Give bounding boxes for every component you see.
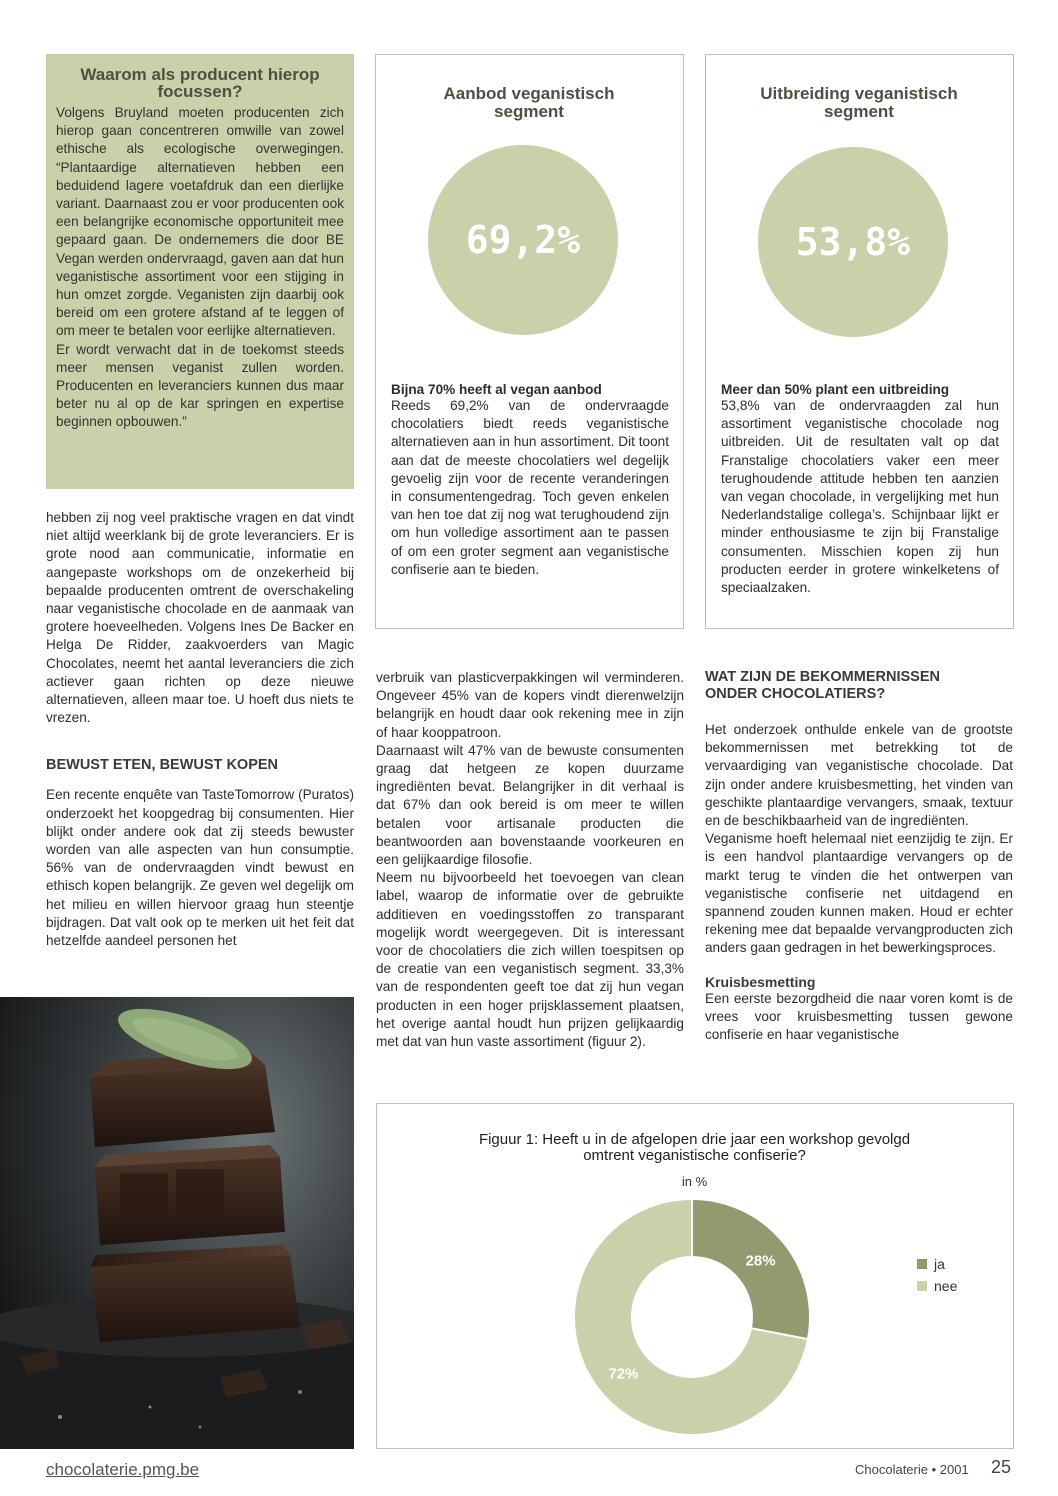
chart-legend	[917, 1256, 957, 1300]
stat2-title-line1: Uitbreiding veganistisch	[760, 84, 958, 103]
col3-heading-line1: WAT ZIJN DE BEKOMMERNISSEN	[705, 669, 940, 685]
donut-label-nee: 72%	[608, 1365, 639, 1383]
sidebar-title-line2: focussen?	[157, 82, 243, 101]
sidebar-box	[46, 54, 354, 489]
stat1-value: 69,2%	[465, 218, 581, 262]
col1-intro: hebben zij nog veel praktische vragen en dat vindt niet altijd weerklank bij de grote leveranciers. Er is grote nood aan communicatie, informatie en aangepaste workshops om de onzekerheid bij bepaalde producenten omtrent de overschakeling naar veganistische chocolade en de aanmaak van grotere hoeveelheden. Volgens Ines De Backer en Helga De Ridder, zaakvoerders van Magic Chocolates, neemt het aantal leveranciers die zich actiever gaan richten op deze nieuwe alternatieven, alleen maar toe. U hoeft dus niets te vrezen.	[46, 510, 354, 726]
legend-item-nee	[917, 1278, 957, 1294]
col3-paragraph-2: Veganisme hoeft helemaal niet eenzijdig te zijn. Er is een handvol plantaardige vervangers op de markt terug te vinden die het ontwerpen van veganistische confiserie net uitdagend en spannend zouden kunnen maken. Houd er echter rekening mee dat bepaalde vervangproducten zich anders gaan gedragen in het bewerkingsproces.	[705, 831, 1013, 956]
stat1-subheading: Bijna 70% heeft al vegan aanbod	[391, 382, 602, 397]
donut-label-ja: 28%	[745, 1252, 776, 1270]
legend-swatch-nee	[917, 1281, 927, 1291]
stat1-text: Reeds 69,2% van de ondervraagde chocolatiers biedt reeds veganistische alternatieven aan in hun assortiment. Dit toont aan dat de meeste chocolatiers wel degelijk gevoelig zijn voor de recente veranderingen in consumentengedrag. Toch geven enkelen van hen toe dat zij nog wat terughoudend zijn om hun volledige assortiment aan te passen of om een groter segment aan veganistische confiserie aan te bieden.	[391, 398, 669, 577]
stat1-title	[376, 85, 682, 121]
sidebar-paragraph-1: Volgens Bruyland moeten producenten zich hierop gaan concentreren omwille van zowel ethische als ecologische overwegingen. “Plantaardige alternatieven hebben een beduidend lagere voetafdruk dan een dierlijke variant. Daarnaast zou er voor producenten ook een belangrijke economische opportuniteit mee gepaard gaan. De ondernemers die door BE Vegan werden ondervraagd, gaven aan dat hun veganistische assortiment voor een stijging in hun omzet zorgde. Veganisten zijn daarbij ook bereid om een grotere afstand af te leggen of om meer te betalen voor eerlijke alternatieven.	[56, 105, 344, 339]
legend-label-ja: ja	[934, 1256, 945, 1272]
page-number: 25	[991, 1457, 1012, 1477]
stat2-value: 53,8%	[795, 220, 911, 264]
stat2-title-line2: segment	[824, 102, 894, 121]
chocolate-stack-illustration	[0, 997, 354, 1449]
col3-subheading: Kruisbesmetting	[705, 973, 816, 990]
col3-paragraph-1: Het onderzoek onthulde enkele van de grootste bekommernissen met betrekking tot de vervaardiging van veganistische chocolade. Dat zijn onder andere kruisbesmetting, het vinden van geschikte plantaardige vervangers, smaak, textuur en de beschikbaarheid van de ingrediënten.	[705, 722, 1013, 829]
col1-text: Een recente enquête van TasteTomorrow (Puratos) onderzoekt het koopgedrag bij consumenten. Hier blijkt onder andere ook dat zij steeds bewuster worden van alle aspecten van hun consumptie. 56% van de ondervraagden vindt bewust en ethisch kopen belangrijk. Ze geven wel degelijk om het milieu en willen hiervoor graag hun steentje bijdragen. Dat valt ook op te merken uit het feit dat hetzelfde aandeel personen het	[46, 787, 354, 949]
legend-label-nee: nee	[934, 1278, 958, 1294]
stat2-subheading: Meer dan 50% plant een uitbreiding	[721, 382, 950, 397]
stat-box-uitbreiding	[705, 54, 1014, 629]
stat1-circle	[428, 145, 618, 335]
chocolate-photo	[0, 997, 354, 1449]
col2-paragraph-2: Daarnaast wilt 47% van de bewuste consumenten graag dat hetgeen ze kopen duurzame ingrediënten bevat. Belangrijker in dit verhaal is dat 67% dan ook bereid is om meer te willen betalen voor artisanale producten die beantwoorden aan bovenstaande voorkeuren en een gelijkaardige filosofie.	[376, 742, 684, 868]
chart-title	[377, 1132, 1012, 1164]
stat1-text-block	[391, 382, 669, 579]
chart-title-line2: omtrent veganistische confiserie?	[583, 1147, 806, 1164]
chart-title-line1: Figuur 1: Heeft u in de afgelopen drie jaar een workshop gevolgd	[478, 1131, 911, 1148]
figure-1-chart	[376, 1103, 1014, 1449]
stat2-title	[706, 85, 1012, 121]
col3-heading	[705, 669, 1013, 703]
stat1-title-line2: segment	[494, 102, 564, 121]
stat-box-aanbod	[375, 54, 684, 629]
stat2-text: 53,8% van de ondervraagden zal hun assortiment veganistische chocolade nog uitbreiden. Uit de resultaten valt op dat Franstalige chocolatiers vaker een meer terughoudende attitude hebben ten aanzien van vegan chocolade, in vergelijking met hun Nederlandstalige collega’s. Schijnbaar lijkt er minder enthousiasme te zijn bij Franstalige consumenten. Misschien kopen zij hun producten eerder in grotere winkelketens of speciaalzaken.	[721, 398, 999, 596]
stat1-title-line1: Aanbod veganistisch	[443, 84, 615, 103]
donut-chart	[567, 1192, 817, 1442]
footer-website[interactable]: chocolaterie.pmg.be	[46, 1460, 200, 1479]
chart-unit-label: in %	[681, 1174, 708, 1189]
column-2	[376, 669, 684, 1051]
col3-paragraph-3: Een eerste bezorgdheid die naar voren komt is de vrees voor kruisbesmetting tussen gewone confiserie en haar veganistische	[705, 990, 1013, 1043]
column-1	[46, 509, 354, 950]
sidebar-title-line1: Waarom als producent hierop	[80, 65, 320, 84]
legend-item-ja	[917, 1256, 957, 1272]
col1-heading: BEWUST ETEN, BEWUST KOPEN	[46, 757, 279, 774]
legend-swatch-ja	[917, 1259, 927, 1269]
col2-paragraph-3: Neem nu bijvoorbeeld het toevoegen van clean label, waarop de informatie over de gebruikte additieven en voedingsstoffen zo transparant mogelijk wordt weergegeven. Dit is interessant voor de chocolatiers die zich willen toespitsen op de creatie van een veganistisch segment. 33,3% van de respondenten geeft toe dat zij hun vegan producten in een hoger prijsklassement plaatsen, het overige aantal houdt hun prijzen gelijkaardig met dat van hun vaste assortiment (figuur 2).	[376, 870, 684, 1050]
stat2-text-block	[721, 382, 999, 597]
sidebar-paragraph-2: Er wordt verwacht dat in de toekomst steeds meer mensen veganist zullen worden. Producenten en leveranciers kunnen dus maar beter nu al op de kar springen en expertise beginnen opbouwen.”	[56, 341, 344, 430]
col3-heading-line2: ONDER CHOCOLATIERS?	[705, 686, 886, 702]
sidebar-title	[56, 66, 344, 100]
footer-magazine: Chocolaterie • 2001	[855, 1462, 969, 1477]
col2-paragraph-1: verbruik van plasticverpakkingen wil verminderen. Ongeveer 45% van de kopers vindt dierenwelzijn belangrijk en houdt daar ook rekening mee in zijn of haar kooppatroon.	[376, 670, 684, 740]
column-3	[705, 669, 1013, 1044]
stat2-circle	[758, 147, 948, 337]
